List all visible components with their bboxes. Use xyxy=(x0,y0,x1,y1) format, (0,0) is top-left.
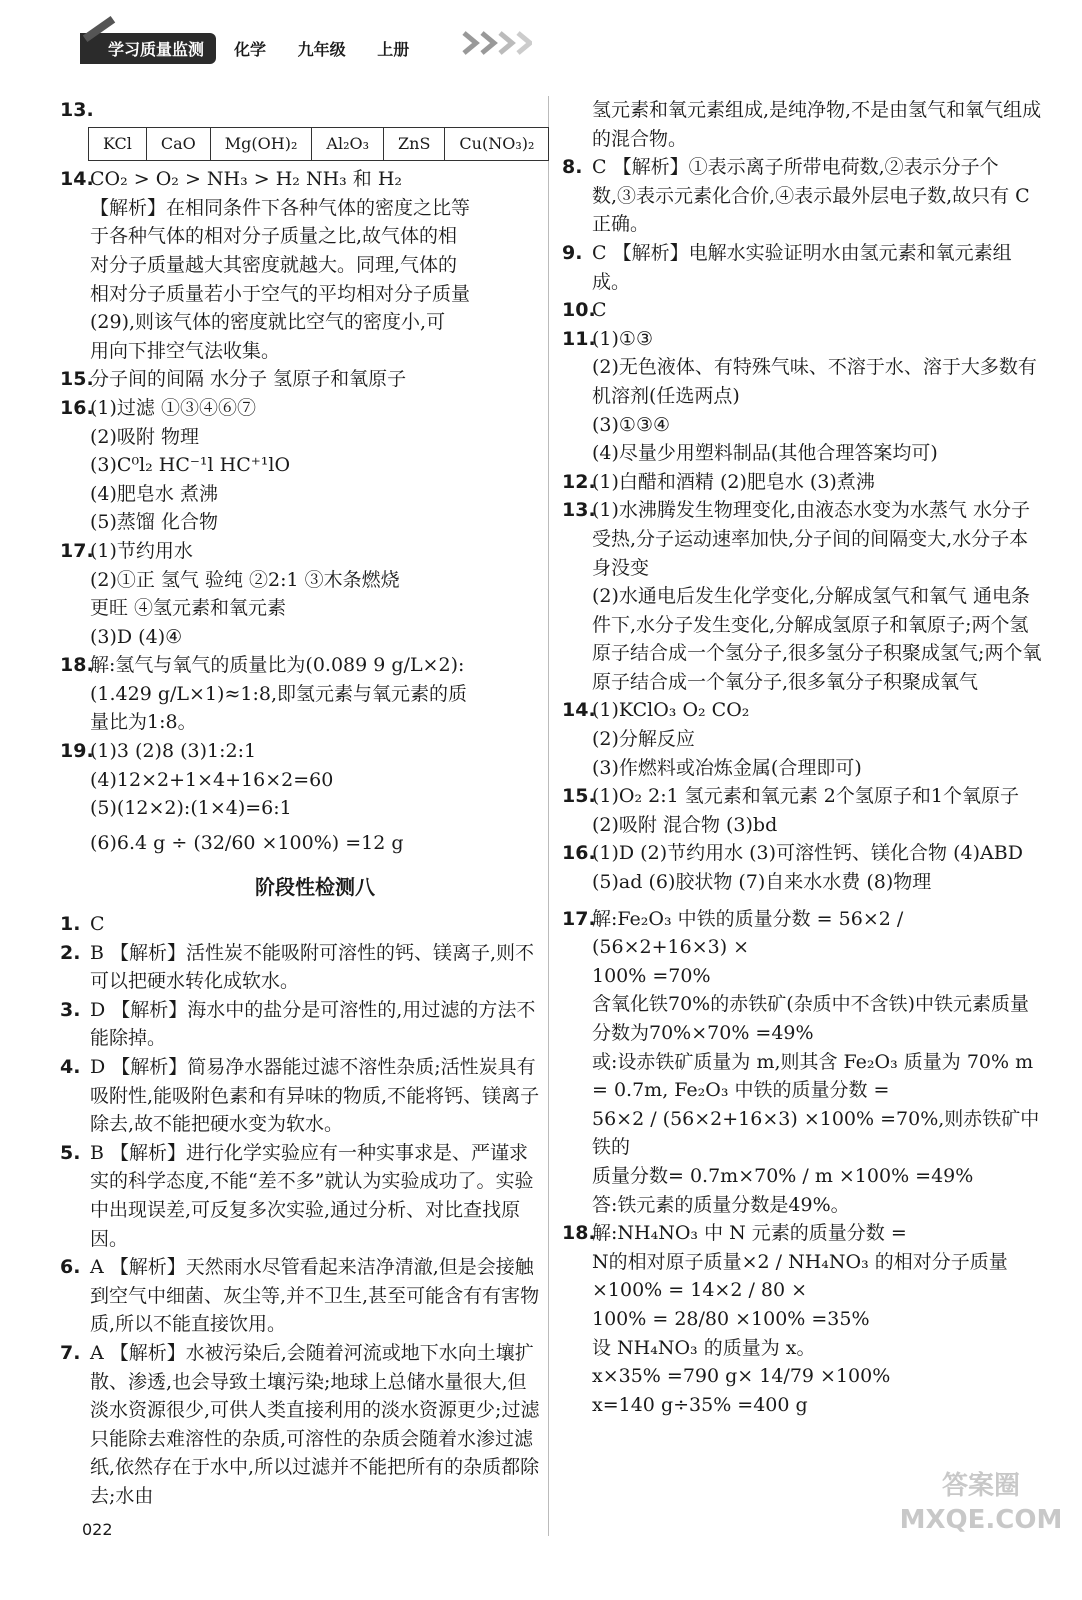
answer-text: A 【解析】水被污染后,会随着河流或地下水向土壤扩散、渗透,也会导致土壤污染;地球上总储水量很大,但淡水资源很少,可供人类直接利用的淡水资源更少;过滤只能除去难溶性的杂质,可溶性的杂质会随着水渗过滤纸,依然存在于水中,所以过滤并不能把所有的杂质都除去;水由 xyxy=(90,1341,540,1507)
right-column xyxy=(562,96,1042,1419)
question-number: 1. xyxy=(60,913,81,936)
answer-s6 xyxy=(60,1253,540,1339)
header-volume: 上册 xyxy=(377,39,410,59)
question-number: 18. xyxy=(60,654,94,677)
answer-18 xyxy=(60,651,540,737)
answer-line: 解:Fe₂O₃ 中铁的质量分数 = 56×2 / (56×2+16×3) × xyxy=(592,907,904,959)
answer-text xyxy=(592,696,1042,782)
answer-line: (1)3 (2)8 (3)1:2:1 xyxy=(90,740,257,763)
question-number: 16. xyxy=(60,396,94,419)
left-column xyxy=(60,96,540,1511)
answer-line: (2)吸附 物理 xyxy=(90,425,199,448)
question-number: 5. xyxy=(60,1141,81,1164)
answer-text xyxy=(90,96,540,125)
answer-line: (6)6.4 g ÷ (32/60 ×100%) =12 g xyxy=(90,831,404,854)
answer-line: (1)过滤 ①③④⑥⑦ xyxy=(90,396,256,419)
answer-line: 设 NH₄NO₃ 的质量为 x。 xyxy=(592,1336,816,1359)
column-divider xyxy=(548,96,549,1536)
answer-text xyxy=(592,1219,1042,1419)
answer-line: (1)节约用水 xyxy=(90,539,193,562)
answer-text: C 【解析】①表示离子所带电荷数,②表示分子个数,③表示元素化合价,④表示最外层电子数,故只有 C 正确。 xyxy=(592,156,1030,236)
answer-line: 相对分子质量若小于空气的平均相对分子质量 xyxy=(90,282,471,305)
header-tag xyxy=(80,33,216,64)
page-number: 022 xyxy=(82,1520,113,1539)
answer-s14 xyxy=(562,696,1042,782)
answer-line: 质量分数= 0.7m×70% / m ×100% =49% xyxy=(592,1164,974,1187)
answer-line: (4)肥皂水 煮沸 xyxy=(90,482,218,505)
answer-text: A 【解析】天然雨水尽管看起来洁净清澈,但是会接触到空气中细菌、灰尘等,并不卫生,甚至可能含有有害物质,所以不能直接饮用。 xyxy=(90,1256,540,1336)
answer-line: (5)蒸馏 化合物 xyxy=(90,511,218,534)
question-number: 15. xyxy=(562,785,596,808)
table-cell: KCl xyxy=(89,127,147,161)
answer-15 xyxy=(60,365,540,394)
answer-line: (2)①正 氢气 验纯 ②2:1 ③木条燃烧 xyxy=(90,568,400,591)
answer-line: (3)D (4)④ xyxy=(90,625,183,648)
question-number: 13. xyxy=(562,499,596,522)
answer-line: 【解析】在相同条件下各种气体的密度之比等 xyxy=(90,196,471,219)
answer-line: (2)分解反应 xyxy=(592,728,695,751)
answer-line: 量比为1:8。 xyxy=(90,711,197,734)
answer-19 xyxy=(60,737,540,857)
chevron-decoration-icon xyxy=(462,30,532,56)
question-number: 9. xyxy=(562,241,583,264)
table-row xyxy=(89,127,549,161)
question-number: 3. xyxy=(60,998,81,1021)
answer-text: (1)O₂ 2:1 氢元素和氧元素 2个氢原子和1个氧原子 (2)吸附 混合物 (3)bd xyxy=(592,785,1019,836)
answer-line: (3)作燃料或冶炼金属(合理即可) xyxy=(592,756,862,779)
question-number: 6. xyxy=(60,1256,81,1279)
answer-line: (2)无色液体、有特殊气味、不溶于水、溶于大多数有机溶剂(任选两点) xyxy=(592,356,1037,407)
answer-line: (1)KClO₃ O₂ CO₂ xyxy=(592,699,750,722)
answer-text: B 【解析】进行化学实验应有一种实事求是、严谨求实的科学态度,不能“差不多”就认为实验成功了。实验中出现误差,可反复多次实验,通过分析、对比查找原因。 xyxy=(90,1141,534,1250)
answer-line: (1.429 g/L×1)≈1:8,即氢元素与氧元素的质 xyxy=(90,682,467,705)
answer-s13 xyxy=(562,496,1042,696)
answer-s7-continued xyxy=(592,96,1042,153)
answer-line: 对分子质量越大其密度就越大。同理,气体的 xyxy=(90,253,458,276)
answer-s16 xyxy=(562,839,1042,896)
answer-text: C 【解析】电解水实验证明水由氢元素和氧元素组成。 xyxy=(592,241,1012,293)
answer-text: C xyxy=(592,299,607,322)
answer-s11 xyxy=(562,325,1042,468)
answer-line: 含氧化铁70%的赤铁矿(杂质中不含铁)中铁元素质量分数为70%×70% =49% xyxy=(592,993,1030,1044)
table-cell: ZnS xyxy=(384,127,445,161)
answer-line: 解:NH₄NO₃ 中 N 元素的质量分数 = xyxy=(592,1222,907,1245)
table-cell: CaO xyxy=(146,127,210,161)
answer-line: 100% = 28/80 ×100% =35% xyxy=(592,1307,870,1330)
table-cell: Cu(NO₃)₂ xyxy=(445,127,549,161)
answer-s15 xyxy=(562,782,1042,839)
question-number: 17. xyxy=(60,539,94,562)
question-number: 2. xyxy=(60,941,81,964)
answer-line: (4)12×2+1×4+16×2=60 xyxy=(90,768,334,791)
answer-line: (2)水通电后发生化学变化,分解成氢气和氧气 通电条件下,水分子发生变化,分解成氢原子和氧原子;两个氢原子结合成一个氢分子,很多氢分子积聚成氢气;两个氧原子结合成一个氧分子,很多氧分子积聚成氧气 xyxy=(592,585,1042,693)
answer-line: 于各种气体的相对分子质量之比,故气体的相 xyxy=(90,225,458,248)
header-grade: 九年级 xyxy=(297,39,346,59)
question-number: 10. xyxy=(562,299,596,322)
answer-text: (1)白醋和酒精 (2)肥皂水 (3)煮沸 xyxy=(592,470,875,493)
answer-text: 氢元素和氧元素组成,是纯净物,不是由氢气和氧气组成的混合物。 xyxy=(592,99,1042,150)
answer-line: (29),则该气体的密度就比空气的密度小,可 xyxy=(90,311,446,334)
header-subtitle xyxy=(234,37,435,60)
answer-text: B 【解析】活性炭不能吸附可溶性的钙、镁离子,则不可以把硬水转化成软水。 xyxy=(90,941,535,993)
answer-line: (1)水沸腾发生物理变化,由液态水变为水蒸气 水分子受热,分子运动速率加快,分子间的间隔变大,水分子本身没变 xyxy=(592,499,1030,579)
answer-text xyxy=(592,496,1042,696)
table-cell: Al₂O₃ xyxy=(312,127,384,161)
question-number: 16. xyxy=(562,842,596,865)
answer-line: (4)尽量少用塑料制品(其他合理答案均可) xyxy=(592,442,938,465)
header-subject: 化学 xyxy=(234,39,267,59)
watermark-logo: 答案圈 MXQE.COM xyxy=(899,1471,1063,1535)
answer-s17 xyxy=(562,905,1042,1220)
answer-s1 xyxy=(60,910,540,939)
question-number: 14. xyxy=(60,168,94,191)
answer-line: x×35% =790 g× 14/79 ×100% xyxy=(592,1365,891,1388)
answer-line: (5)(12×2):(1×4)=6:1 xyxy=(90,797,292,820)
answer-text: (1)D (2)节约用水 (3)可溶性钙、镁化合物 (4)ABD (5)ad (6)胶状物 (7)自来水水费 (8)物理 xyxy=(592,842,1023,894)
formula-table xyxy=(88,127,549,162)
answer-text xyxy=(90,165,540,365)
answer-13 xyxy=(60,96,540,125)
answer-line: (3)①③④ xyxy=(592,413,671,436)
answer-text xyxy=(90,394,540,537)
answer-s3 xyxy=(60,996,540,1053)
answer-16 xyxy=(60,394,540,537)
answer-text: C xyxy=(90,913,105,936)
answer-s9 xyxy=(562,239,1042,296)
answer-line: CO₂ > O₂ > NH₃ > H₂ NH₃ 和 H₂ xyxy=(90,168,403,191)
answer-text xyxy=(90,651,540,737)
answer-line: 解:氢气与氧气的质量比为(0.089 9 g/L×2): xyxy=(90,654,465,677)
question-number: 13. xyxy=(60,99,94,121)
table-cell: Mg(OH)₂ xyxy=(210,127,312,161)
question-number: 4. xyxy=(60,1056,81,1078)
page-header xyxy=(80,30,435,66)
question-number: 12. xyxy=(562,470,596,493)
answer-text xyxy=(90,537,540,651)
answer-14 xyxy=(60,165,540,365)
question-number: 18. xyxy=(562,1222,596,1245)
answer-line: 56×2 / (56×2+16×3) ×100% =70%,则赤铁矿中铁的 xyxy=(592,1107,1040,1159)
question-number: 19. xyxy=(60,740,94,763)
answer-s5 xyxy=(60,1139,540,1253)
header-tag-text: 学习质量监测 xyxy=(108,39,205,59)
answer-line: (3)C⁰l₂ HC⁻¹l HC⁺¹lO xyxy=(90,454,291,477)
answer-line: 100% =70% xyxy=(592,964,711,987)
question-number: 7. xyxy=(60,1341,81,1364)
answer-s4 xyxy=(60,1053,540,1139)
answer-s18 xyxy=(562,1219,1042,1419)
pen-icon xyxy=(83,15,115,41)
answer-line: 或:设赤铁矿质量为 m,则其含 Fe₂O₃ 质量为 70% m = 0.7m, Fe₂O₃ 中铁的质量分数 = xyxy=(592,1050,1034,1102)
answer-text xyxy=(90,737,540,857)
answer-s2 xyxy=(60,939,540,996)
answer-text xyxy=(592,905,1042,1220)
answer-text: D 【解析】简易净水器能过滤不溶性杂质;活性炭具有吸附性,能吸附色素和有异味的物质,不能将钙、镁离子除去,故不能把硬水变为软水。 xyxy=(90,1056,540,1136)
answer-s12 xyxy=(562,468,1042,497)
question-number: 11. xyxy=(562,327,596,350)
answer-line: 用向下排空气法收集。 xyxy=(90,339,281,362)
answer-text xyxy=(592,325,1042,468)
section-title: 阶段性检测八 xyxy=(255,875,375,900)
question-number: 8. xyxy=(562,156,583,179)
answer-text: 分子间的间隔 水分子 氢原子和氧原子 xyxy=(90,368,407,391)
answer-s10 xyxy=(562,296,1042,325)
question-number: 17. xyxy=(562,907,596,930)
answer-line: 更旺 ④氢元素和氧元素 xyxy=(90,597,287,620)
answer-line: x=140 g÷35% =400 g xyxy=(592,1393,808,1416)
question-number: 15. xyxy=(60,368,94,391)
question-number: 14. xyxy=(562,699,596,722)
answer-line: (1)①③ xyxy=(592,327,653,350)
answer-line: 答:铁元素的质量分数是49%。 xyxy=(592,1193,850,1216)
answer-line: N的相对原子质量×2 / NH₄NO₃ 的相对分子质量 ×100% = 14×2 / 80 × xyxy=(592,1250,1008,1302)
answer-s8 xyxy=(562,153,1042,239)
answer-text: D 【解析】海水中的盐分是可溶性的,用过滤的方法不能除掉。 xyxy=(90,998,536,1050)
answer-s7 xyxy=(60,1339,540,1511)
answer-17 xyxy=(60,537,540,651)
